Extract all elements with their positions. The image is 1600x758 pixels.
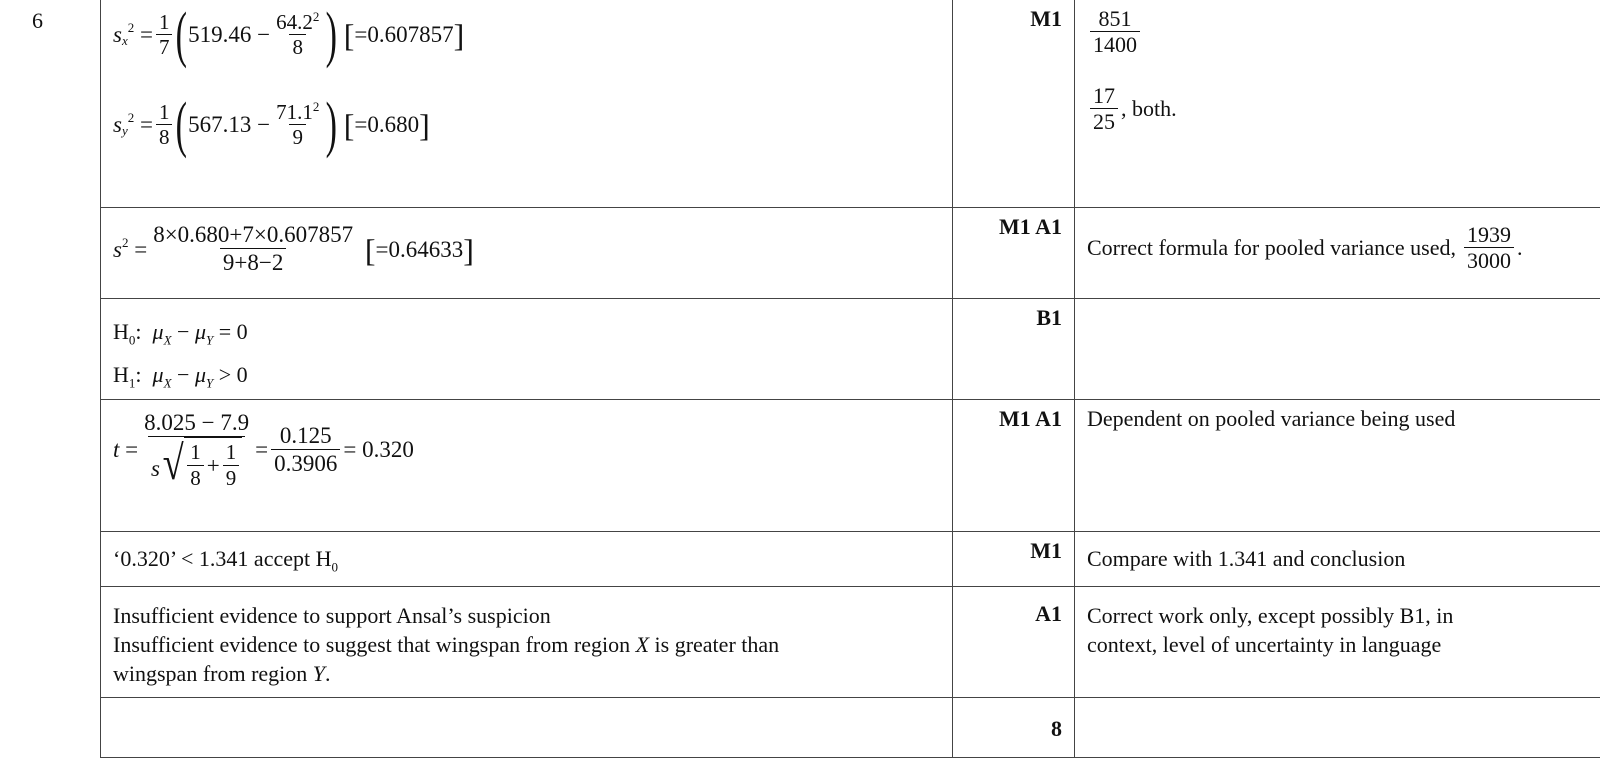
table-row [101,587,1600,698]
table-row [101,532,1600,587]
alternative-hypothesis: $H_1$: $\mu_X - \mu_Y > 0$ [113,360,940,397]
sy-variance-formula: s $_y$ $^2$ = $\frac{1}{8}$ ( 567.13 − $\frac{71.1^2}{9}$ ) [ =0.680 ] [113,94,940,156]
conclusion-line-3: wingspan from region Y. [113,659,940,688]
table-row [101,400,1600,532]
answer-cell [101,532,953,587]
answer-cell [101,698,953,758]
t-statistic-formula: t = 8.025 − 7.9 s √ $\frac{1}{8}$ + $\frac{1}{9}$ = $\frac{0.125}{0.3906}$ = 0.320 [113,410,940,491]
marks-cell: M1 A1 [953,400,1075,532]
answer-cell [101,0,953,208]
sx-variance-formula: s $_x$ $^2$ = $\frac{1}{7}$ ( 519.46 − $\frac{64.2^2}{8}$ ) [ =0.607857 ] [113,4,940,66]
conclusion-line-1: Insufficient evidence to support Ansal’s suspicion [113,601,940,630]
answer-cell [101,299,953,400]
null-hypothesis: $H_0$: $\mu_X - \mu_Y = 0$ [113,317,940,354]
conclusion-line-2: Insufficient evidence to suggest that wingspan from region X is greater than [113,630,940,659]
comparison-statement: ‘0.320’ < 1.341 accept $H_0$ [113,546,338,571]
guidance-cell: Correct formula for pooled variance used, $\frac{1939}{3000}$ . [1075,208,1600,299]
guidance-fraction: $\frac{1939}{3000}$ [1464,222,1514,275]
table-row [101,208,1600,299]
marks-cell: M1 [953,0,1075,208]
total-marks-cell: 8 [953,698,1075,758]
marks-cell: A1 [953,587,1075,698]
guidance-cell [1075,698,1600,758]
answer-cell [101,400,953,532]
marks-cell: M1 [953,532,1075,587]
marks-cell: M1 A1 [953,208,1075,299]
guidance-fraction-2: $\frac{17}{25}$ , both. [1087,83,1600,136]
guidance-cell [1075,299,1600,400]
answer-cell [101,587,953,698]
pooled-variance-formula: s $^2$ = $\frac{8\times 0.680+7\times 0.607857}{9+8-2}$ [ =0.64633 ] [113,222,940,277]
guidance-cell: Dependent on pooled variance being used [1075,400,1600,532]
guidance-cell: Compare with 1.341 and conclusion [1075,532,1600,587]
guidance-cell [1075,0,1600,208]
answer-cell [101,208,953,299]
question-number: 6 [32,8,43,34]
table-row [101,698,1600,758]
table-row [101,299,1600,400]
mark-scheme-table [100,0,1600,758]
guidance-text: Correct formula for pooled variance used, [1087,235,1456,261]
guidance-fraction-1: $\frac{851}{1400}$ [1087,6,1600,59]
table-row [101,0,1600,208]
marks-cell: B1 [953,299,1075,400]
guidance-cell: Correct work only, except possibly B1, in context, level of uncertainty in language [1075,587,1600,698]
